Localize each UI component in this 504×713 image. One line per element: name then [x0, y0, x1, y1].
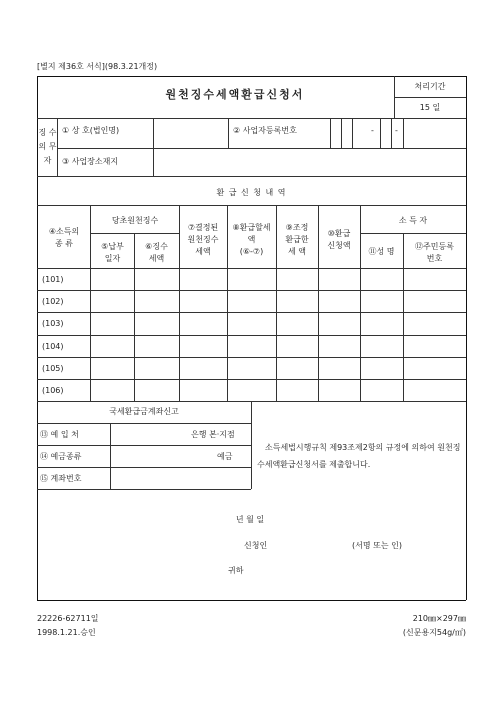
applicant-label: 신청인: [244, 541, 268, 550]
account-bottom-line: [37, 489, 251, 490]
bank-branch-field: 은행 본·지점: [191, 430, 235, 439]
row-line-4: [37, 357, 466, 358]
submission-statement: 소득세법시행규칙 제93조제2항의 규정에 의하여 원천징수세액환급신청서를 제출합니다.: [257, 443, 461, 469]
col-adjusted-refund: ⑨조정 환급한 세 액: [285, 223, 309, 256]
account-label-divider: [110, 423, 111, 489]
row-code-102: (102): [42, 297, 64, 306]
date-line: 년 월 일: [235, 515, 265, 524]
bizno-label-divider-right: [330, 118, 331, 148]
obligor-value-divider: [153, 118, 154, 176]
bizno-cell-2: [352, 118, 353, 148]
earner-subheader-line: [360, 233, 466, 234]
bizno-cell-5: [403, 118, 404, 148]
processing-value: 15 일: [419, 103, 441, 112]
details-col-line-5: [276, 205, 277, 402]
form-number: [별지 제36호 서식](98.3.21개정): [37, 62, 158, 71]
details-col-line-4: [227, 205, 228, 402]
obligor-label-divider: [57, 118, 58, 176]
bizno-label: ② 사업자등록번호: [233, 126, 297, 135]
details-col-line-7: [360, 205, 361, 402]
details-heading: 환 급 신 청 내 역: [216, 188, 287, 197]
row-code-103: (103): [42, 319, 64, 328]
row-line-2: [37, 312, 466, 313]
original-subheader-line: [91, 233, 179, 234]
details-col-line-6: [318, 205, 319, 402]
company-name-label: ① 상 호(법인명): [62, 126, 120, 135]
account-right-border: [251, 401, 252, 489]
account-heading-line: [37, 423, 251, 424]
account-line-2: [37, 467, 251, 468]
col-income-type: ④소득의 종 류: [48, 227, 80, 248]
footer-size: 210㎜×297㎜: [412, 614, 466, 623]
col-income-earner: 소 득 자: [398, 216, 428, 225]
account-heading: 국세환급금계좌신고: [109, 407, 179, 416]
processing-label: 처리기간: [414, 82, 446, 91]
details-heading-line: [37, 205, 466, 206]
bizno-dash-2: -: [395, 126, 398, 135]
row-code-101: (101): [42, 275, 64, 284]
row-code-104: (104): [42, 342, 64, 351]
deposit-type-field: 예금: [217, 452, 233, 461]
footer-code: 22226-62711일: [37, 614, 99, 623]
processing-mid-line: [394, 97, 466, 98]
col-earner-name: ⑪성 명: [368, 247, 395, 256]
footer-approval: 1998.1.21.승인: [37, 628, 96, 637]
bizno-cell-1: [341, 118, 342, 148]
col-refund-due: ⑧환급할세 액 (⑥-⑦): [232, 223, 271, 256]
details-col-line-1: [90, 205, 91, 402]
bizno-dash-1: -: [371, 126, 374, 135]
obligor-mid-line: [57, 148, 466, 149]
addressee: 귀하: [228, 566, 244, 575]
deposit-type-label: ⑭ 예금종류: [40, 452, 82, 461]
col-original-withholding: 당초원천징수: [111, 216, 159, 225]
row-line-1: [37, 290, 466, 291]
row-line-5: [37, 379, 466, 380]
row-line-3: [37, 335, 466, 336]
title-bottom-line: [37, 118, 466, 119]
footer-paper: (신문용지54g/㎡): [402, 628, 466, 637]
bizno-cell-4: [391, 118, 392, 148]
col-withheld-tax: ⑥징수 세액: [145, 242, 168, 263]
details-col-line-3: [179, 205, 180, 402]
obligor-bottom-line: [37, 176, 466, 177]
bank-label: ⑬ 예 입 처: [40, 430, 79, 439]
obligor-section-label: 징 수 의 무 자: [38, 128, 57, 165]
account-number-label: ⑮ 계좌번호: [40, 474, 82, 483]
frame-top: [37, 76, 466, 77]
col-refund-request: ⑩환급 신청액: [327, 229, 351, 250]
col-payment-date: ⑤납부 일자: [101, 242, 124, 263]
details-col-line-2: [134, 233, 135, 402]
row-code-106: (106): [42, 386, 64, 395]
frame-bottom: [37, 600, 466, 601]
details-header-bottom: [37, 268, 466, 269]
address-label: ③ 사업장소재지: [62, 157, 119, 166]
row-code-105: (105): [42, 364, 64, 373]
frame-right: [466, 76, 467, 600]
details-col-line-8: [403, 233, 404, 402]
bizno-cell-3: [380, 118, 381, 148]
col-resident-number: ⑫주민등록 번호: [415, 242, 454, 263]
signature-note: (서명 또는 인): [352, 541, 402, 550]
account-line-1: [37, 445, 251, 446]
col-decided-tax: ⑦결정된 원천징수 세액: [187, 223, 219, 256]
bizno-label-divider-left: [228, 118, 229, 148]
form-title: 원천징수세액환급신청서: [165, 88, 305, 101]
